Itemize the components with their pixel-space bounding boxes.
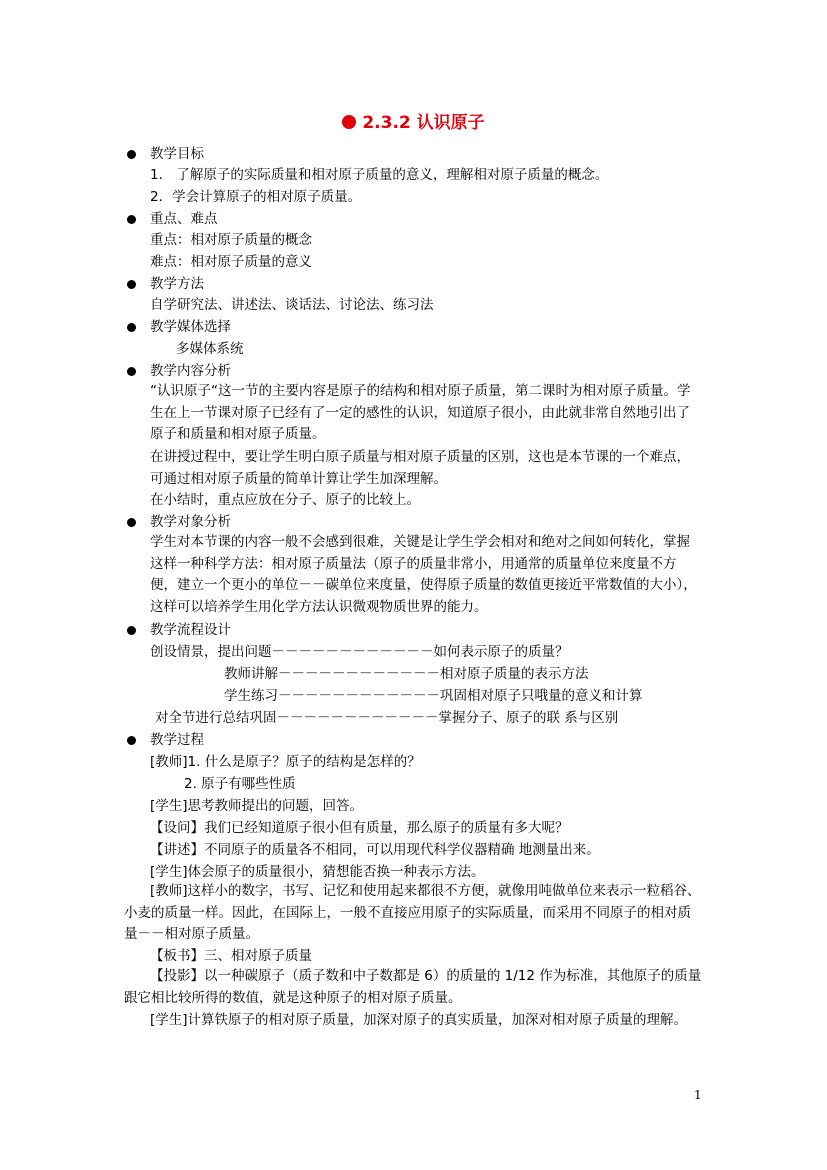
section-title [0, 112, 827, 134]
paragraph: [学生]计算铁原子的相对原子质量，加深对原子的真实质量，加深对相对原子质量的理解。 [150, 1012, 688, 1028]
flow-row: 教师讲解－－－－－－－－－－－－相对原子质量的表示方法 [224, 666, 589, 682]
process-line: [教师]1. 什么是原子？原子的结构是怎样的？ [150, 754, 421, 770]
section-heading: 教学过程 [150, 732, 204, 748]
section-heading: 教学媒体选择 [150, 319, 231, 335]
page-number: 1 [694, 1088, 702, 1102]
section-heading: 教学方法 [150, 276, 204, 292]
title-text: 2.3.2 认识原子 [362, 113, 485, 133]
section-heading: 教学流程设计 [150, 622, 231, 638]
paragraph: 在小结时，重点应放在分子、原子的比较上。 [150, 492, 420, 508]
list-item: 多媒体系统 [176, 341, 244, 357]
section-heading: 教学内容分析 [150, 363, 231, 379]
process-line: [学生]体会原子的质量很小，猜想能否换一种表示方法。 [150, 864, 485, 880]
section-heading: 教学目标 [150, 146, 204, 162]
list-item: 重点：相对原子质量的概念 [150, 232, 312, 248]
section-heading: 教学对象分析 [150, 514, 231, 530]
paragraph: 学生对本节课的内容一般不会感到很难，关键是让学生学会相对和绝对之间如何转化，掌握这样一种科学方法：相对原子质量法（原子的质量非常小，用通常的质量单位来度量不方便，建立一个更小的单位－－碳单位来度量，使得原子质量的数值更接近平常数值的大小），这样可以培养学生用化学方法认识微观物质世界的能力。 [150, 534, 697, 615]
bullet-icon [127, 626, 136, 635]
process-line: 【设问】我们已经知道原子很小但有质量，那么原子的质量有多大呢？ [150, 820, 569, 836]
bullet-icon [127, 150, 136, 159]
process-line: 【板书】三、相对原子质量 [150, 948, 312, 964]
list-item: 难点：相对原子质量的意义 [150, 254, 312, 270]
paragraph: 【投影】以一种碳原子（质子数和中子数都是 6）的质量的 1/12 作为标准，其他原子的质量跟它相比较所得的数值，就是这种原子的相对原子质量。 [124, 968, 702, 1006]
bullet-icon [127, 215, 136, 224]
flow-row: 对全节进行总结巩固－－－－－－－－－－－－掌握分子、原子的联 系与区别 [155, 710, 619, 726]
paragraph: [教师]这样小的数字，书写、记忆和使用起来都很不方便，就像用吨做单位来表示一粒稻谷、小麦的质量一样。因此，在国际上，一般不直接应用原子的实际质量，而采用不同原子的相对质量－－相对原子质量。 [124, 883, 701, 942]
bullet-icon [127, 280, 136, 289]
process-line: 【讲述】不同原子的质量各不相同，可以用现代科学仪器精确 地测量出来。 [150, 842, 600, 858]
list-item: 自学研究法、讲述法、谈话法、讨论法、练习法 [150, 297, 434, 313]
bullet-icon [127, 518, 136, 527]
flow-row: 学生练习－－－－－－－－－－－－巩固相对原子只哦量的意义和计算 [224, 688, 643, 704]
bullet-icon [127, 323, 136, 332]
list-item: 1． 了解原子的实际质量和相对原子质量的意义，理解相对原子质量的概念。 [150, 167, 609, 183]
bullet-icon [127, 736, 136, 745]
bullet-icon [127, 367, 136, 376]
paragraph: 在讲授过程中，要让学生明白原子质量与相对原子质量的区别，这也是本节课的一个难点，可通过相对原子质量的简单计算让学生加深理解。 [150, 449, 690, 487]
paragraph: “认识原子“这一节的主要内容是原子的结构和相对原子质量，第二课时为相对原子质量。学生在上一节课对原子已经有了一定的感性的认识，知道原子很小，由此就非常自然地引出了原子和质量和相对原子质量。 [150, 383, 691, 442]
flow-row: 创设情景，提出问题－－－－－－－－－－－－如何表示原子的质量？ [150, 644, 569, 660]
process-line: 2. 原子有哪些性质 [184, 776, 296, 792]
list-item: 2．学会计算原子的相对原子质量。 [150, 189, 362, 205]
process-line: [学生]思考教师提出的问题，回答。 [150, 798, 364, 814]
section-heading: 重点、难点 [150, 211, 218, 227]
bullet-dot-icon [342, 115, 356, 129]
